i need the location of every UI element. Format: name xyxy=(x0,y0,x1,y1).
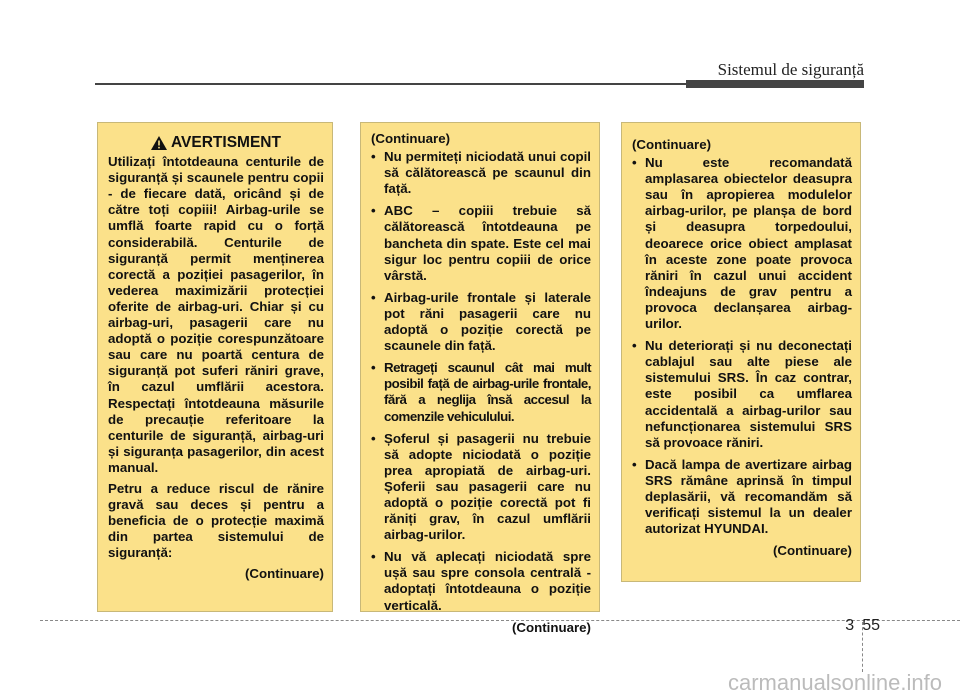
warning-continued-box-1 xyxy=(360,122,600,635)
list-item: • Nu deteriorați și nu deconectați cablajul sau alte piese ale sistemului SRS. În caz contrar, este posibil ca umflarea accidentală a airbag-urilor sau nefuncționarea sistemului SRS să provoace răniri. xyxy=(632,338,852,451)
page-header-title: Sistemul de siguranță xyxy=(717,60,864,79)
page-number xyxy=(845,617,880,635)
warning-title: AVERTISMENT xyxy=(171,134,281,151)
bullet-list xyxy=(632,155,852,537)
list-item: • Nu vă aplecați niciodată spre ușă sau spre consola centrală - adoptați întotdeauna o poziție verticală. xyxy=(371,549,591,613)
list-item: • Nu este recomandată amplasarea obiectelor deasupra sau în apropierea modulelor airbag-urilor, pe planșa de bord și deasupra torpedoului, deoarece orice obiect amplasat în aceste zone poate provoca răniri în cazul unui accident îndeajuns de grav pentru a provoca declanșarea airbag-urilor. xyxy=(632,155,852,332)
list-item: • Șoferul și pasagerii nu trebuie să adopte niciodată o poziție prea apropiată de airbag-uri. Șoferii sau pasagerii care nu adoptă o poziție corectă pot fi răniți grav, în cazul umflării airbag-urilor. xyxy=(371,431,591,544)
continued-heading: (Continuare) xyxy=(371,131,451,146)
watermark: carmanualsonline.info xyxy=(727,670,942,695)
warning-box xyxy=(97,122,333,612)
warning-paragraph-2: Petru a reduce riscul de rănire gravă sau deces și pentru a beneficia de o protecție maximă din partea sistemului de siguranță: xyxy=(108,480,324,561)
list-item: • Airbag-urile frontale și laterale pot răni pasagerii care nu adoptă o poziție corectă pe scaunele din față. xyxy=(371,290,591,354)
warning-heading xyxy=(108,135,324,151)
warning-continued-box-2 xyxy=(621,122,861,582)
list-item: • ABC – copiii trebuie să călătorească întotdeauna pe bancheta din spate. Este cel mai sigur loc pentru copiii de orice vârstă. xyxy=(371,203,591,283)
list-item: • Nu permiteți niciodată unui copil să călătorească pe scaunul din față. xyxy=(371,149,591,197)
list-item: • Dacă lampa de avertizare airbag SRS rămâne aprinsă în timpul deplasării, vă recomandăm să verificați sistemul la un dealer autorizat HYUNDAI. xyxy=(632,457,852,537)
header-bar xyxy=(686,80,864,88)
continued-heading: (Continuare) xyxy=(632,137,712,152)
continued-label: (Continuare) xyxy=(772,543,852,559)
warning-paragraph-1: Utilizați întotdeauna centurile de siguranță și scaunele pentru copii - de fiecare dată, oricând și de către toți copiii! Airbag-urile se umflă foarte rapid cu o forță considerabilă. Centurile de siguranță permit menținerea corectă a poziției pasagerilor, în vederea maximizării protecției oferite de airbag-uri. Chiar și cu airbag-uri, pasagerii care nu adoptă o poziție corespunzătoare sau care nu poartă centura de siguranță pot suferi răniri grave, în cazul umflării acestora. Respectați întotdeauna măsurile de precauție referitoare la centurile de siguranță, airbag-uri și siguranța pasagerilor, din acest manual. xyxy=(108,154,324,475)
footer-dashed-rule xyxy=(40,620,960,621)
bullet-list xyxy=(371,149,591,614)
continued-label: (Continuare) xyxy=(244,566,324,582)
warning-triangle-icon xyxy=(151,136,167,150)
section-number: 3 xyxy=(845,617,855,634)
continued-label: (Continuare) xyxy=(511,619,591,635)
page-number-value: 55 xyxy=(862,617,880,634)
list-item: • Retrageți scaunul cât mai mult posibil față de airbag-urile frontale, fără a neglija însă accesul la comenzile vehiculului. xyxy=(371,360,591,424)
